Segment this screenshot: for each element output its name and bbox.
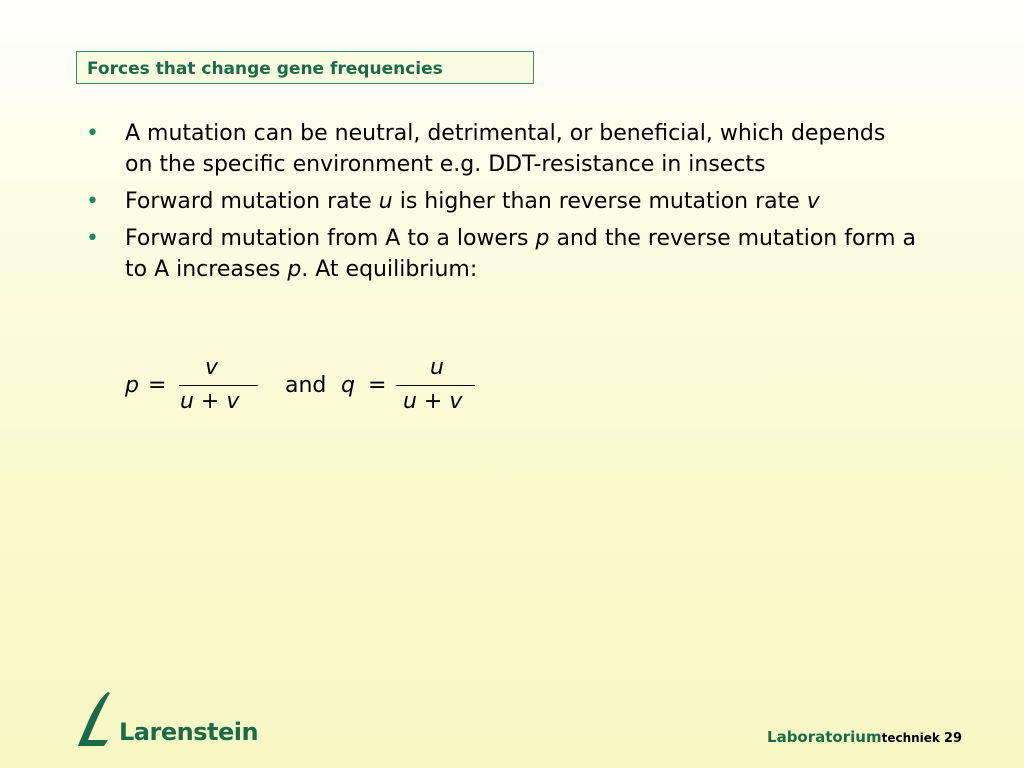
- footer-lab-text: Laboratorium: [767, 728, 882, 746]
- bullet-dot-icon: •: [86, 189, 99, 214]
- formula-frac1-line: [179, 385, 258, 386]
- formula-equals-2: =: [368, 373, 387, 398]
- slide-title: Forces that change gene frequencies: [87, 59, 443, 79]
- bullet-dot-icon: •: [86, 226, 99, 251]
- bullet-text: v: [806, 189, 820, 214]
- bullet-text: A mutation can be neutral, detrimental, or beneficial, which depends on the specific environment e.g. DDT-resistance in insects: [125, 121, 886, 177]
- larenstein-logo: [74, 690, 259, 750]
- bullet-item: [86, 223, 916, 285]
- footer-tech-text: techniek: [881, 731, 940, 745]
- formula-equals-1: =: [148, 373, 167, 398]
- formula-p-variable: p: [125, 373, 139, 398]
- bullet-text: u: [378, 189, 393, 214]
- formula-and: and: [285, 373, 327, 398]
- bullet-item: [86, 186, 916, 217]
- slide-title-box: [76, 51, 534, 84]
- larenstein-logo-icon: [74, 690, 118, 750]
- page-number: 29: [943, 731, 962, 746]
- bullet-text: p: [287, 257, 302, 282]
- formula-frac1-denominator: u + v: [180, 389, 240, 414]
- bullet-text: . At equilibrium:: [301, 257, 478, 282]
- logo-text: Larenstein: [119, 718, 259, 746]
- footer-course-label: [767, 727, 962, 746]
- bullet-dot-icon: •: [86, 121, 99, 146]
- formula-frac2-numerator: u: [430, 355, 444, 380]
- bullet-text: Forward mutation from A to a lowers: [125, 226, 536, 251]
- bullet-text: and the reverse mutation form a to A increases: [125, 226, 916, 282]
- bullet-item: [86, 118, 916, 180]
- formula-frac1-numerator: v: [205, 355, 219, 380]
- bullet-list: [86, 118, 916, 291]
- bullet-text: is higher than reverse mutation rate: [392, 189, 807, 214]
- bullet-text: Forward mutation rate: [125, 189, 379, 214]
- formula-q-variable: q: [341, 373, 355, 398]
- bullet-text: p: [535, 226, 550, 251]
- formula-frac2-line: [396, 385, 475, 386]
- formula-frac2-denominator: u + v: [403, 389, 463, 414]
